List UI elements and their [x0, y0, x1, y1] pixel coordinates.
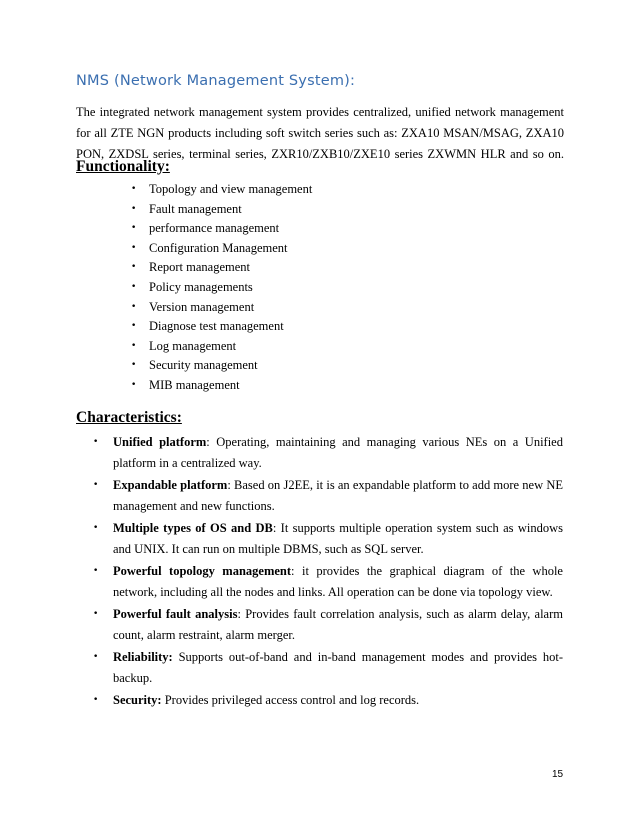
bullet-icon: •: [93, 566, 99, 576]
functionality-list: [131, 180, 312, 396]
page-number: 15: [552, 769, 564, 780]
list-item: • Powerful topology management: it provides the graphical diagram of the whole network, including all the nodes and links. All operation can be done via topology view.: [93, 561, 563, 602]
bullet-icon: •: [131, 262, 137, 273]
term: Reliability:: [113, 650, 173, 664]
term: Powerful fault analysis: [113, 607, 238, 621]
list-item: • Expandable platform: Based on J2EE, it is an expandable platform to add more new NE management and new functions.: [93, 475, 563, 516]
functionality-title: Functionality:: [76, 158, 170, 175]
list-item: • Reliability: Supports out-of-band and in-band management modes and provides hot-backup.: [93, 647, 563, 688]
list-item: • Multiple types of OS and DB: It supports multiple operation system such as windows and UNIX. It can run on multiple DBMS, such as SQL server.: [93, 518, 563, 559]
bullet-icon: •: [131, 184, 137, 194]
term: Unified platform: [113, 435, 207, 449]
list-item: • Security: Provides privileged access control and log records.: [93, 690, 563, 711]
bullet-icon: •: [131, 340, 137, 351]
bullet-icon: •: [131, 379, 137, 390]
intro-line: for all ZTE NGN products including soft switch series such as: ZXA10 MSAN/MSAG, ZXA10: [76, 126, 564, 140]
list-item: • Fault management: [131, 200, 312, 220]
bullet-icon: •: [131, 242, 137, 253]
list-item: • Report management: [131, 258, 312, 278]
list-item: • Log management: [131, 337, 312, 357]
bullet-icon: •: [93, 652, 99, 662]
list-item: • Powerful fault analysis: Provides fault correlation analysis, such as alarm delay, alarm count, alarm restraint, alarm merger.: [93, 604, 563, 645]
characteristics-list: [93, 432, 563, 713]
bullet-icon: •: [131, 281, 137, 292]
bullet-icon: •: [131, 203, 137, 214]
list-item: • Policy managements: [131, 278, 312, 298]
term: Security:: [113, 693, 162, 707]
list-item: • MIB management: [131, 376, 312, 396]
list-item: • Diagnose test management: [131, 317, 312, 337]
list-item: • performance management: [131, 219, 312, 239]
intro-line: The integrated network management system provides centralized, unified network management: [76, 105, 564, 119]
bullet-icon: •: [93, 523, 99, 533]
bullet-icon: •: [131, 321, 137, 332]
term: Expandable platform: [113, 478, 228, 492]
list-item: • Topology and view management: [131, 180, 312, 200]
bullet-icon: •: [93, 480, 99, 490]
list-item: • Version management: [131, 298, 312, 318]
term: Multiple types of OS and DB: [113, 521, 273, 535]
term: Powerful topology management: [113, 564, 292, 578]
bullet-icon: •: [93, 609, 99, 619]
list-item: • Configuration Management: [131, 239, 312, 259]
intro-paragraph: [76, 102, 564, 165]
bullet-icon: •: [131, 223, 137, 234]
bullet-icon: •: [93, 437, 99, 447]
bullet-icon: •: [131, 301, 137, 312]
characteristics-title: Characteristics:: [76, 409, 182, 426]
list-item: • Unified platform: Operating, maintaining and managing various NEs on a Unified platform in a centralized way.: [93, 432, 563, 473]
bullet-icon: •: [131, 360, 137, 371]
intro-line: PON, ZXDSL series, terminal series, ZXR10/ZXB10/ZXE10 series ZXWMN HLR and so on.: [76, 147, 564, 161]
list-item: • Security management: [131, 356, 312, 376]
section-heading-nms: NMS (Network Management System):: [76, 73, 356, 89]
bullet-icon: •: [93, 695, 99, 705]
